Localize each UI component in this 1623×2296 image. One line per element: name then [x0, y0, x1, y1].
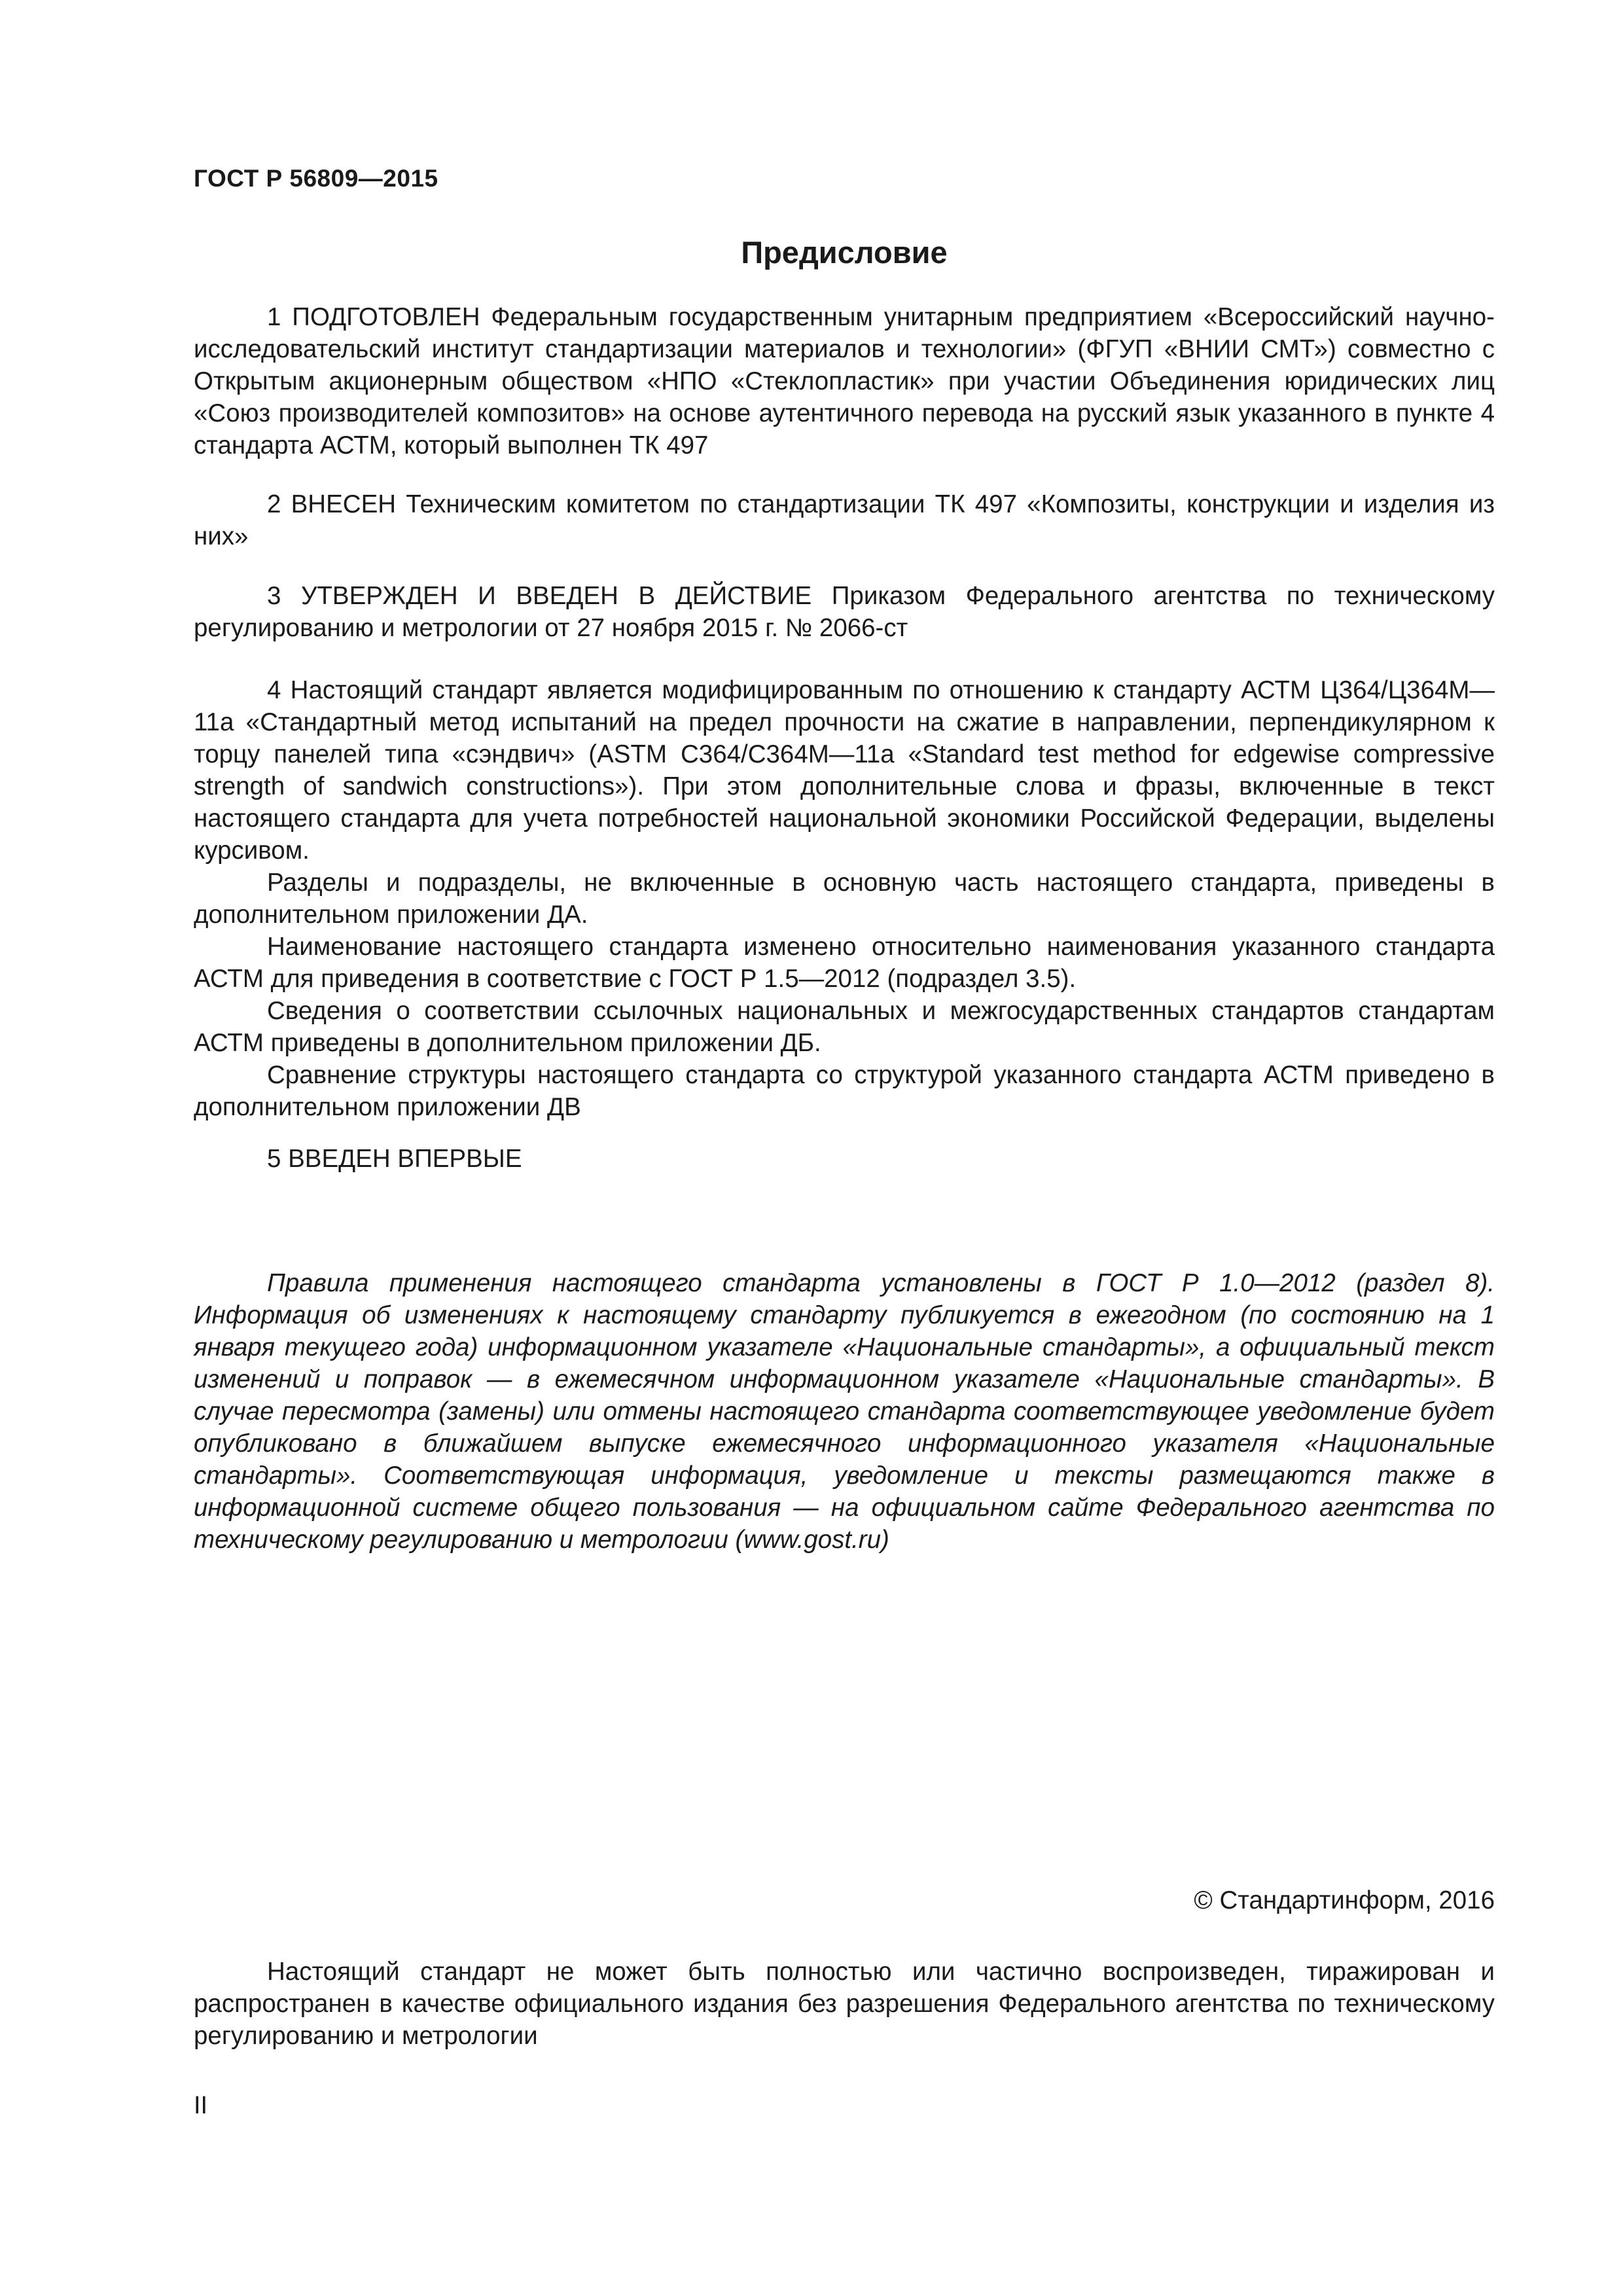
- reproduction-notice: [194, 1956, 1495, 2052]
- application-rules-note: [194, 1267, 1495, 1556]
- section-4-paragraph-2: Разделы и подразделы, не включенные в основную часть настоящего стандарта, приведены в дополнительном приложении ДА.: [194, 869, 1495, 929]
- section-2: [194, 488, 1495, 552]
- page-title: Предисловие: [741, 235, 948, 270]
- section-4-paragraph-3: Наименование настоящего стандарта изменено относительно наименования указанного стандарта АСТМ для приведения в соответствие с ГОСТ Р 1.5—2012 (подраздел 3.5).: [194, 933, 1495, 993]
- section-2-text: 2 ВНЕСЕН Техническим комитетом по стандартизации ТК 497 «Композиты, конструкции и изделия из них»: [194, 490, 1495, 550]
- reproduction-notice-text: Настоящий стандарт не может быть полностью или частично воспроизведен, тиражирован и распространен в качестве официального издания без разрешения Федерального агентства по техническому регулированию и метрологии: [194, 1958, 1495, 2050]
- standard-code-header: ГОСТ Р 56809—2015: [194, 165, 438, 192]
- section-5-text: 5 ВВЕДЕН ВПЕРВЫЕ: [267, 1145, 522, 1173]
- application-rules-text: Правила применения настоящего стандарта установлены в ГОСТ Р 1.0—2012 (раздел 8). Информация об изменениях к настоящему стандарту публикуется в ежегодном (по состоянию на 1 января текущего года) информационном указателе «Национальные стандарты», а официальный текст изменений и поправок — в ежемесячном информационном указателе «Национальные стандарты». В случае пересмотра (замены) или отмены настоящего стандарта соответствующее уведомление будет опубликовано в ближайшем выпуске ежемесячного информационного указателя «Национальные стандарты». Соответствующая информация, уведомление и тексты размещаются также в информационной системе общего пользования — на официальном сайте Федерального агентства по техническому регулированию и метрологии (www.gost.ru): [194, 1269, 1495, 1554]
- section-4-paragraph-4: Сведения о соответствии ссылочных национальных и межгосударственных стандартов стандартам АСТМ приведены в дополнительном приложении ДБ.: [194, 997, 1495, 1057]
- section-5: [194, 1143, 1495, 1175]
- section-4-paragraph-1: 4 Настоящий стандарт является модифицированным по отношению к стандарту АСТМ Ц364/Ц364М—11а «Стандартный метод испытаний на предел прочности на сжатие в направлении, перпендикулярном к торцу панелей типа «сэндвич» (ASTM C364/C364M—11a «Standard test method for edgewise compressive strength of sandwich constructions»). При этом дополнительные слова и фразы, включенные в текст настоящего стандарта для учета потребностей национальной экономики Российской Федерации, выделены курсивом.: [194, 676, 1495, 865]
- page-number: II: [194, 2092, 208, 2119]
- section-3: [194, 580, 1495, 644]
- section-4: [194, 674, 1495, 1123]
- copyright-line: © Стандартинформ, 2016: [1194, 1886, 1495, 1914]
- section-1-text: 1 ПОДГОТОВЛЕН Федеральным государственным унитарным предприятием «Всероссийский научно-исследовательский институт стандартизации материалов и технологии» (ФГУП «ВНИИ СМТ») совместно с Открытым акционерным обществом «НПО «Стеклопластик» при участии Объединения юридических лиц «Союз производителей композитов» на основе аутентичного перевода на русский язык указанного в пункте 4 стандарта АСТМ, который выполнен ТК 497: [194, 303, 1495, 459]
- section-4-paragraph-5: Сравнение структуры настоящего стандарта со структурой указанного стандарта АСТМ приведено в дополнительном приложении ДВ: [194, 1061, 1495, 1121]
- section-1: [194, 301, 1495, 461]
- section-3-text: 3 УТВЕРЖДЕН И ВВЕДЕН В ДЕЙСТВИЕ Приказом Федерального агентства по техническому регулированию и метрологии от 27 ноября 2015 г. № 2066-ст: [194, 582, 1495, 642]
